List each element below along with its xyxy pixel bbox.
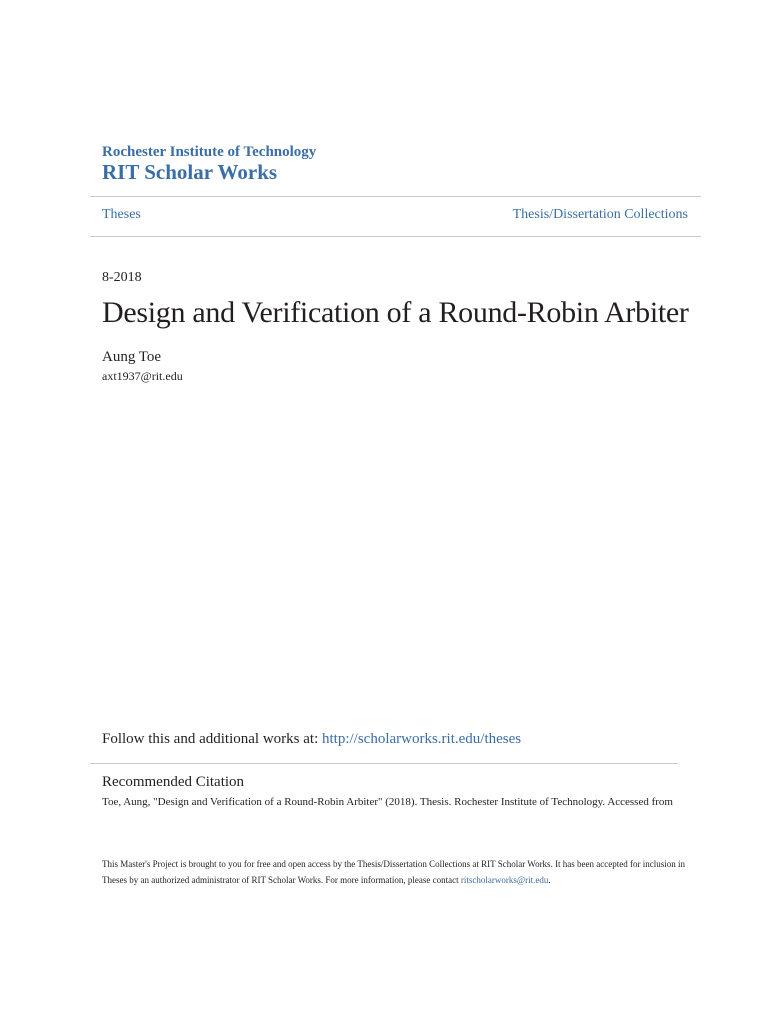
citation-text: Toe, Aung, "Design and Verification of a Round-Robin Arbiter" (2018). Thesis. Rochester Institute of Technology. Accessed from <box>102 796 673 808</box>
footnote-text: This Master's Project is brought to you for free and open access by the Thesis/Dissertation Collections at RIT Scholar Works. It has been accepted for inclusion in Theses by an authorized administrator of RIT Scholar Works. For more information, please contact <box>102 859 686 885</box>
citation-heading: Recommended Citation <box>102 774 245 790</box>
collections-link[interactable]: Thesis/Dissertation Collections <box>512 207 688 222</box>
follow-line <box>102 731 521 748</box>
footnote-end: . <box>548 875 551 885</box>
citation-divider <box>90 763 678 764</box>
header-divider <box>90 196 701 197</box>
contact-email-link[interactable]: ritscholarworks@rit.edu <box>460 875 549 885</box>
theses-link[interactable]: Theses <box>102 207 141 222</box>
publication-date: 8-2018 <box>102 270 142 285</box>
document-title: Design and Verification of a Round-Robin Arbiter <box>102 296 689 329</box>
author-email: axt1937@rit.edu <box>102 369 183 383</box>
institution-name[interactable]: Rochester Institute of Technology <box>102 144 317 160</box>
author-name: Aung Toe <box>102 349 162 365</box>
follow-url-link[interactable]: http://scholarworks.rit.edu/theses <box>321 731 522 747</box>
repository-name[interactable]: RIT Scholar Works <box>102 160 278 184</box>
nav-divider <box>90 236 701 237</box>
access-footnote <box>102 856 692 888</box>
follow-label: Follow this and additional works at: <box>102 731 319 747</box>
